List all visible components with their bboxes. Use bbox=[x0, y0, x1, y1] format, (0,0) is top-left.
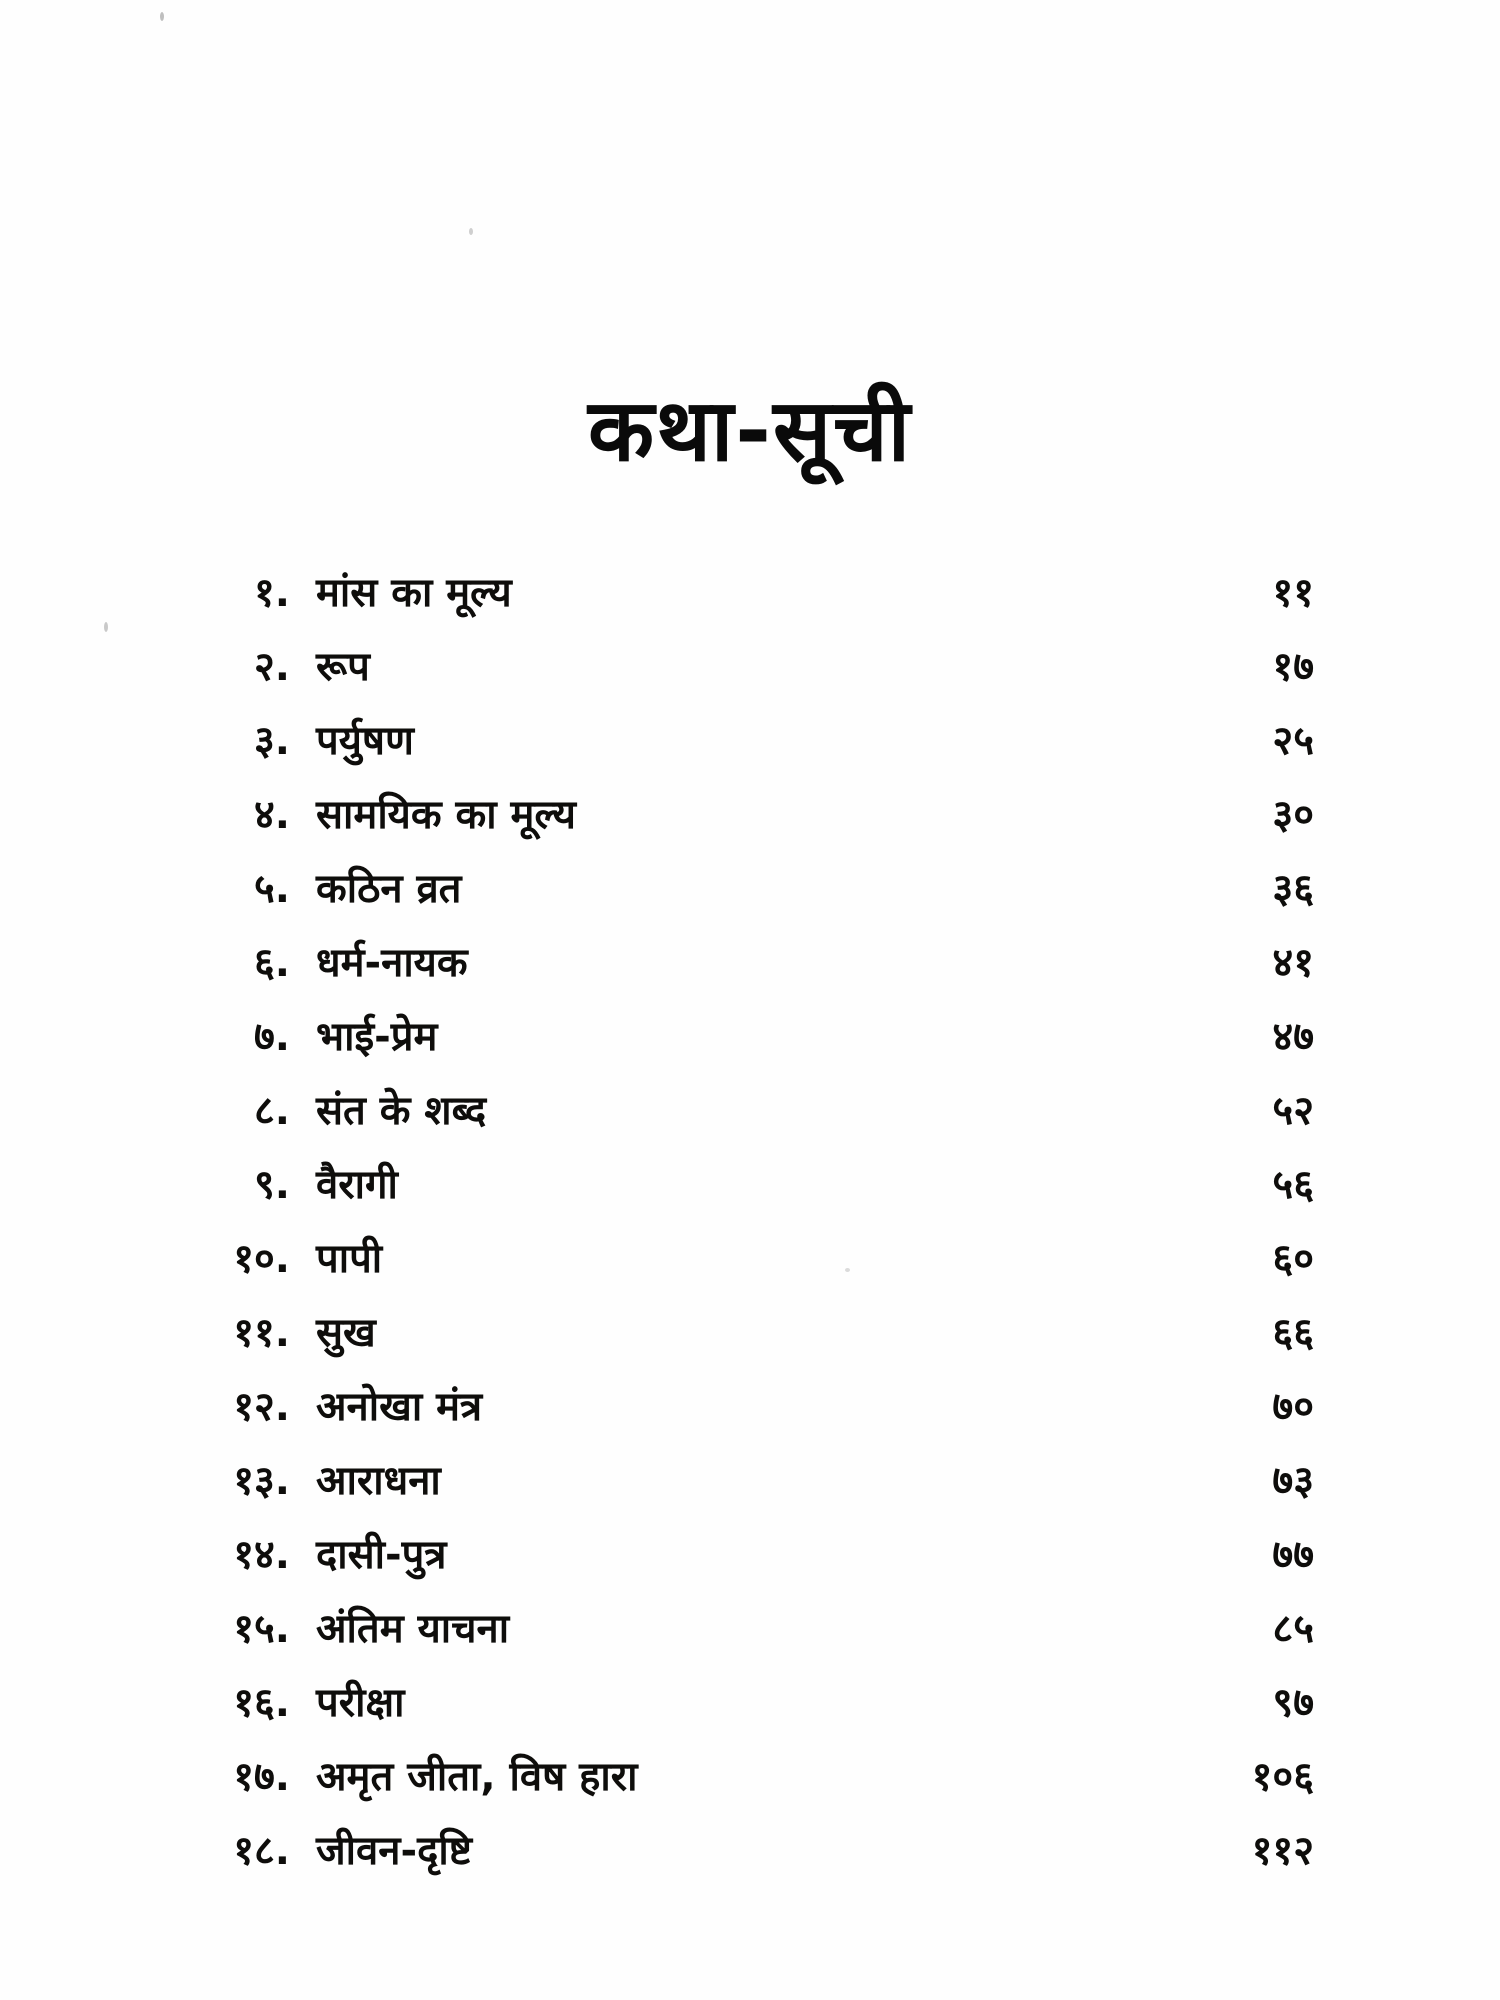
toc-row bbox=[198, 1740, 1314, 1814]
toc-entry-page: ७० bbox=[1272, 1384, 1314, 1430]
toc-entry-number: ७. bbox=[254, 1014, 290, 1060]
toc-entry-number: १३. bbox=[233, 1458, 290, 1504]
toc-entry-title: पापी bbox=[316, 1236, 383, 1282]
toc-entry-page: ६६ bbox=[1272, 1310, 1314, 1356]
toc-entry-number: २. bbox=[254, 644, 290, 690]
toc-row bbox=[198, 1074, 1314, 1148]
toc-entry-page: ९७ bbox=[1272, 1680, 1314, 1726]
toc-entry-number: १०. bbox=[233, 1236, 290, 1282]
toc-entry-number: ६. bbox=[254, 940, 290, 986]
toc-entry-title: सामयिक का मूल्य bbox=[316, 792, 576, 838]
toc-entry-page: ११ bbox=[1272, 570, 1314, 616]
toc-entry-number: १८. bbox=[233, 1828, 290, 1874]
toc-entry-page: ७३ bbox=[1272, 1458, 1314, 1504]
toc-entry-number: १६. bbox=[233, 1680, 290, 1726]
toc-row bbox=[198, 1296, 1314, 1370]
scan-speck bbox=[104, 622, 108, 632]
toc-entry-title: वैरागी bbox=[316, 1162, 398, 1208]
toc-entry-number: १२. bbox=[233, 1384, 290, 1430]
table-of-contents bbox=[198, 556, 1314, 1888]
toc-entry-number: १५. bbox=[233, 1606, 290, 1652]
toc-entry-title: धर्म-नायक bbox=[316, 940, 468, 986]
toc-entry-page: ३६ bbox=[1272, 866, 1314, 912]
toc-entry-page: २५ bbox=[1272, 718, 1314, 764]
toc-entry-number: १. bbox=[254, 570, 290, 616]
toc-entry-number: ३. bbox=[254, 718, 290, 764]
toc-row bbox=[198, 1370, 1314, 1444]
toc-entry-page: १०६ bbox=[1251, 1754, 1314, 1800]
toc-entry-page: ८५ bbox=[1272, 1606, 1314, 1652]
toc-entry-page: ११२ bbox=[1251, 1828, 1314, 1874]
toc-entry-page: ४१ bbox=[1272, 940, 1314, 986]
toc-row bbox=[198, 778, 1314, 852]
toc-entry-title: मांस का मूल्य bbox=[316, 570, 512, 616]
toc-row bbox=[198, 1222, 1314, 1296]
toc-entry-title: दासी-पुत्र bbox=[316, 1532, 447, 1578]
toc-entry-number: १४. bbox=[233, 1532, 290, 1578]
scan-speck bbox=[160, 12, 164, 21]
toc-row bbox=[198, 1814, 1314, 1888]
toc-entry-title: परीक्षा bbox=[316, 1680, 405, 1726]
toc-entry-number: ५. bbox=[254, 866, 290, 912]
toc-entry-number: १७. bbox=[233, 1754, 290, 1800]
toc-row bbox=[198, 1666, 1314, 1740]
toc-entry-title: अमृत जीता, विष हारा bbox=[316, 1754, 638, 1800]
toc-entry-title: अंतिम याचना bbox=[316, 1606, 510, 1652]
toc-entry-title: संत के शब्द bbox=[316, 1088, 487, 1134]
toc-row bbox=[198, 630, 1314, 704]
toc-row bbox=[198, 852, 1314, 926]
toc-entry-page: ५६ bbox=[1272, 1162, 1314, 1208]
toc-row bbox=[198, 1444, 1314, 1518]
toc-row bbox=[198, 1000, 1314, 1074]
toc-row bbox=[198, 1148, 1314, 1222]
toc-entry-title: अनोखा मंत्र bbox=[316, 1384, 483, 1430]
toc-entry-number: ४. bbox=[254, 792, 290, 838]
toc-entry-title: भाई-प्रेम bbox=[316, 1014, 438, 1060]
toc-entry-page: ५२ bbox=[1272, 1088, 1314, 1134]
toc-row bbox=[198, 704, 1314, 778]
toc-entry-number: ११. bbox=[233, 1310, 290, 1356]
toc-entry-page: १७ bbox=[1272, 644, 1314, 690]
toc-entry-number: ८. bbox=[254, 1088, 290, 1134]
toc-row bbox=[198, 1518, 1314, 1592]
toc-entry-title: सुख bbox=[316, 1310, 376, 1356]
page-title: कथा-सूची bbox=[588, 380, 912, 481]
toc-entry-title: रूप bbox=[316, 644, 370, 690]
toc-entry-title: पर्युषण bbox=[316, 718, 414, 764]
toc-entry-title: आराधना bbox=[316, 1458, 441, 1504]
scan-speck bbox=[469, 228, 473, 235]
toc-entry-number: ९. bbox=[254, 1162, 290, 1208]
toc-entry-title: जीवन-दृष्टि bbox=[316, 1828, 473, 1874]
toc-row bbox=[198, 926, 1314, 1000]
toc-entry-page: ६० bbox=[1272, 1236, 1314, 1282]
toc-entry-page: ४७ bbox=[1272, 1014, 1314, 1060]
toc-row bbox=[198, 1592, 1314, 1666]
toc-entry-page: ७७ bbox=[1272, 1532, 1314, 1578]
toc-entry-title: कठिन व्रत bbox=[316, 866, 462, 912]
toc-row bbox=[198, 556, 1314, 630]
toc-entry-page: ३० bbox=[1272, 792, 1314, 838]
